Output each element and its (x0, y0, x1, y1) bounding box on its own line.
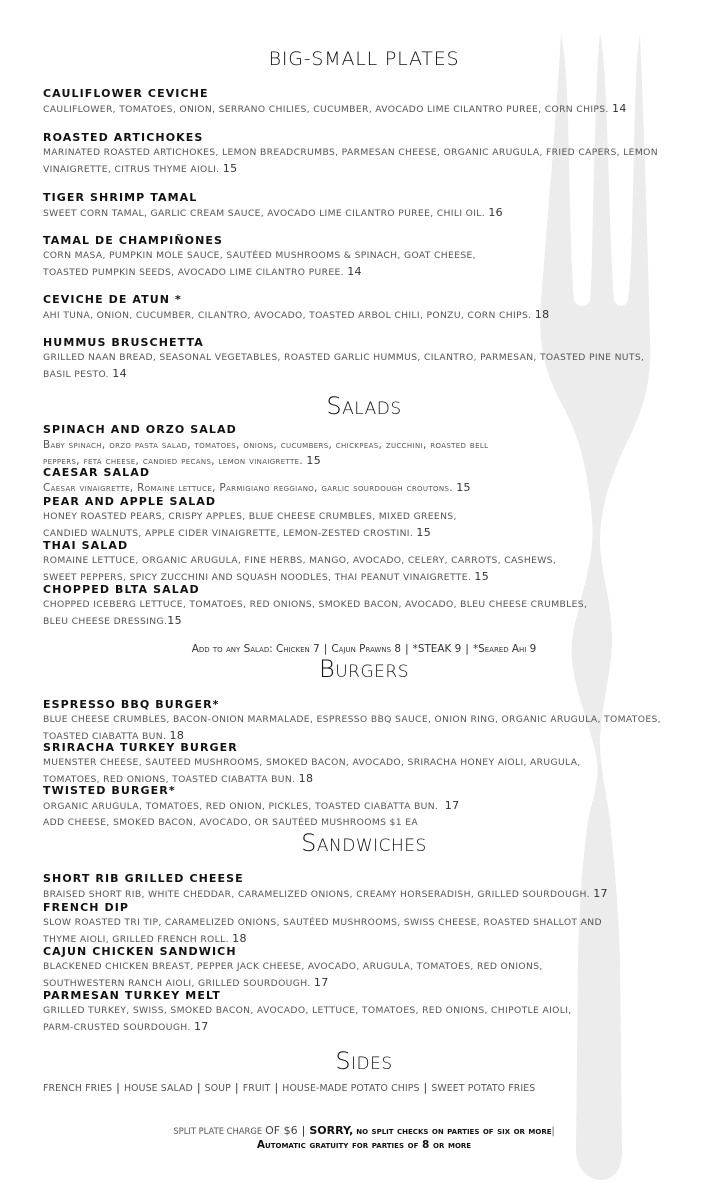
item-name: TAMAL DE CHAMPIÑONES (43, 234, 224, 247)
menu-item (43, 422, 683, 470)
item-desc-line: HONEY ROASTED PEARS, CRISPY APPLES, BLUE CHEESE CRUMBLES, MIXED GREENS, (43, 511, 457, 522)
sides-list (43, 1081, 723, 1094)
item-desc-line: SLOW ROASTED TRI TIP, CARAMELIZED ONIONS, SAUTÉED MUSHROOMS, SWISS CHEESE, ROASTED SHALLOT AND (43, 917, 602, 928)
item-price: 15 (416, 526, 432, 539)
menu-item (43, 465, 683, 497)
addon-option: *STEAK 9 (412, 643, 462, 655)
item-price: 15 (222, 162, 238, 175)
separator: | (301, 1124, 306, 1137)
sorry-label: SORRY, (309, 1124, 354, 1137)
item-name: THAI SALAD (43, 539, 129, 552)
item-desc-line: THYME AIOLI, GRILLED FRENCH ROLL. (43, 934, 229, 945)
item-price: 15 (167, 614, 182, 627)
item-desc-line: BASIL PESTO. (43, 369, 109, 380)
policy-line-1 (0, 1124, 728, 1137)
item-price: 18 (534, 308, 550, 321)
item-desc-text: CAULIFLOWER, TOMATOES, ONION, SERRANO CHILIES, CUCUMBER, AVOCADO LIME CILANTRO PUREE, CORN CHIPS. (43, 104, 609, 115)
section-title-sides: Sides (335, 1047, 393, 1075)
item-desc-line: peppers, feta cheese, candied pecans, lemon vinaigrette. (43, 455, 304, 467)
item-desc-text: AHI TUNA, ONION, CUCUMBER, CILANTRO, AVOCADO, TOASTED ARBOL CHILI, PONZU, CORN CHIPS. (43, 310, 532, 321)
separator: | (465, 642, 469, 655)
item-price: 16 (488, 206, 504, 219)
item-desc-line: CORN MASA, PUMPKIN MOLE SAUCE, SAUTÉED MUSHROOMS & SPINACH, GOAT CHEESE, (43, 250, 476, 261)
item-name: TWISTED BURGER* (43, 784, 176, 797)
item-price: 14 (112, 367, 127, 380)
menu-item (43, 86, 683, 118)
item-desc-line: VINAIGRETTE, CITRUS THYME AIOLI. (43, 164, 220, 175)
menu-item (43, 697, 683, 745)
item-description (43, 205, 683, 222)
separator: | (274, 1081, 279, 1094)
separator: | (551, 1126, 555, 1137)
no-split-notice: no split checks on parties of six or more (356, 1126, 552, 1137)
item-desc-line: PARM-CRUSTED SOURDOUGH. (43, 1022, 191, 1033)
menu-item (43, 335, 683, 383)
menu-item (43, 740, 683, 788)
item-desc-line: TOASTED CIABATTA BUN. (43, 731, 167, 742)
menu-item (43, 783, 683, 831)
item-name: CHOPPED BLTA SALAD (43, 583, 200, 596)
item-desc-line: SWEET PEPPERS, SPICY ZUCCHINI AND SQUASH NOODLES, THAI PEANUT VINAIGRETTE. (43, 572, 472, 583)
item-price: 18 (232, 932, 247, 945)
burger-addons: ADD CHEESE, SMOKED BACON, AVOCADO, OR SAUTÉED MUSHROOMS $1 EA (43, 817, 418, 828)
item-description (43, 798, 683, 815)
menu-item (43, 871, 683, 903)
item-price: 17 (193, 1020, 209, 1033)
item-desc-text: Caesar vinaigrette, Romaine lettuce, Parmigiano reggiano, garlic sourdough croutons. (43, 482, 453, 494)
item-description (43, 350, 683, 383)
addon-option: *Seared Ahi 9 (472, 643, 537, 655)
item-name: SPINACH AND ORZO SALAD (43, 423, 237, 436)
menu-item (43, 538, 683, 586)
item-price: 14 (612, 102, 627, 115)
menu-item (43, 944, 683, 992)
side-item: SWEET POTATO FRIES (431, 1083, 536, 1094)
item-name: PARMESAN TURKEY MELT (43, 989, 221, 1002)
menu-item (43, 233, 683, 281)
section-title-sandwiches: Sandwiches (301, 829, 427, 857)
item-desc-line: GRILLED NAAN BREAD, SEASONAL VEGETABLES, ROASTED GARLIC HUMMUS, CILANTRO, PARMESAN, TOASTED PINE NUTS, (43, 352, 645, 363)
item-name: CAULIFLOWER CEVICHE (43, 87, 209, 100)
item-desc-text: ORGANIC ARUGULA, TOMATOES, RED ONION, PICKLES, TOASTED CIABATTA BUN. (43, 801, 439, 812)
item-name: TIGER SHRIMP TAMAL (43, 191, 198, 204)
item-description (43, 307, 683, 324)
item-desc-line: SOUTHWESTERN RANCH AIOLI, GRILLED SOURDOUGH. (43, 978, 311, 989)
separator: | (423, 1081, 428, 1094)
separator: | (196, 1081, 201, 1094)
side-item: HOUSE SALAD (123, 1083, 193, 1094)
item-price: 17 (593, 887, 608, 900)
item-price: 17 (444, 799, 460, 812)
item-price: 14 (347, 265, 362, 278)
separator: | (323, 642, 328, 655)
section-title-burgers: Burgers (319, 655, 409, 683)
item-name: CEVICHE DE ATUN * (43, 293, 182, 306)
side-item: FRENCH FRIES (43, 1083, 113, 1094)
split-plate-label: SPLIT PLATE CHARGE (173, 1126, 263, 1136)
item-desc-line: BLEU CHEESE DRESSING. (43, 616, 168, 627)
item-name: CAESAR SALAD (43, 466, 151, 479)
item-desc-line: TOMATOES, RED ONIONS, TOASTED CIABATTA BUN. (43, 774, 296, 785)
item-name: CAJUN CHICKEN SANDWICH (43, 945, 237, 958)
item-desc-line: CHOPPED ICEBERG LETTUCE, TOMATOES, RED ONIONS, SMOKED BACON, AVOCADO, BLEU CHEESE CRUMBLES, (43, 599, 588, 610)
gratuity-notice: Automatic gratuity for parties of 8 or more (256, 1139, 472, 1151)
side-item: HOUSE-MADE POTATO CHIPS (282, 1083, 420, 1094)
item-desc-line: MUENSTER CHEESE, SAUTEED MUSHROOMS, SMOKED BACON, AVOCADO, SRIRACHA HONEY AIOLI, ARUGULA, (43, 757, 581, 768)
item-price: 15 (456, 481, 471, 494)
addon-option: Cajun Prawns 8 (331, 643, 401, 655)
item-name: SRIRACHA TURKEY BURGER (43, 741, 238, 754)
item-desc-text: BRAISED SHORT RIB, WHITE CHEDDAR, CARAMELIZED ONIONS, CREAMY HORSERADISH, GRILLED SOURDOUGH. (43, 889, 590, 900)
policy-line-2 (0, 1139, 728, 1151)
menu-item (43, 292, 683, 324)
menu-item (43, 582, 683, 630)
item-desc-line: BLACKENED CHICKEN BREAST, PEPPER JACK CHEESE, AVOCADO, ARUGULA, TOMATOES, RED ONIONS, (43, 961, 543, 972)
menu-item (43, 494, 683, 542)
item-name: FRENCH DIP (43, 901, 130, 914)
item-price: 18 (298, 772, 314, 785)
item-desc-line: ROMAINE LETTUCE, ORGANIC ARUGULA, FINE HERBS, MANGO, AVOCADO, CELERY, CARROTS, CASHEWS, (43, 555, 557, 566)
menu-item (43, 900, 683, 948)
item-description (43, 597, 683, 630)
item-name: SHORT RIB GRILLED CHEESE (43, 872, 244, 885)
item-desc-line: MARINATED ROASTED ARTICHOKES, LEMON BREADCRUMBS, PARMESAN CHEESE, ORGANIC ARUGULA, FRIED CAPERS, LEMON (43, 147, 658, 158)
item-desc-line: TOASTED PUMPKIN SEEDS, AVOCADO LIME CILANTRO PUREE. (43, 267, 344, 278)
section-title-salads: Salads (326, 392, 402, 420)
item-desc-line: CANDIED WALNUTS, APPLE CIDER VINAIGRETTE, LEMON-ZESTED CROSTINI. (43, 528, 414, 539)
separator: | (234, 1081, 239, 1094)
item-price: 15 (474, 570, 490, 583)
side-item: FRUIT (242, 1083, 271, 1094)
salad-addons (0, 642, 728, 655)
item-desc-text: SWEET CORN TAMAL, GARLIC CREAM SAUCE, AVOCADO LIME CILANTRO PUREE, CHILI OIL. (43, 208, 486, 219)
addon-option: Chicken 7 (276, 643, 320, 655)
item-name: PEAR AND APPLE SALAD (43, 495, 217, 508)
split-plate-charge: OF $6 (265, 1124, 298, 1137)
item-desc-line: GRILLED TURKEY, SWISS, SMOKED BACON, AVOCADO, LETTUCE, TOMATOES, RED ONIONS, CHIPOTLE AIOLI, (43, 1005, 572, 1016)
item-price: 15 (306, 454, 322, 467)
separator: | (116, 1081, 120, 1094)
menu-item (43, 130, 683, 178)
item-description (43, 248, 683, 281)
menu-item (43, 988, 683, 1036)
menu-item (43, 190, 683, 222)
item-price: 18 (169, 729, 185, 742)
separator: | (404, 642, 409, 655)
item-desc-line: BLUE CHEESE CRUMBLES, BACON-ONION MARMALADE, ESPRESSO BBQ SAUCE, ONION RING, ORGANIC ARUGULA, TOMATOES, (43, 714, 661, 725)
item-price: 17 (313, 976, 329, 989)
item-name: ROASTED ARTICHOKES (43, 131, 204, 144)
addons-label: Add to any Salad: (191, 643, 273, 655)
item-desc-line: Baby spinach, orzo pasta salad, tomatoes, onions, cucumbers, chickpeas, zucchini, roasted bell (43, 439, 489, 451)
item-name: ESPRESSO BBQ BURGER* (43, 698, 220, 711)
item-name: HUMMUS BRUSCHETTA (43, 336, 204, 349)
side-item: SOUP (204, 1083, 231, 1094)
item-description (43, 145, 683, 178)
item-description (43, 101, 683, 118)
section-title-big-small-plates: BIG-SMALL PLATES (268, 48, 460, 70)
item-description (43, 1003, 683, 1036)
